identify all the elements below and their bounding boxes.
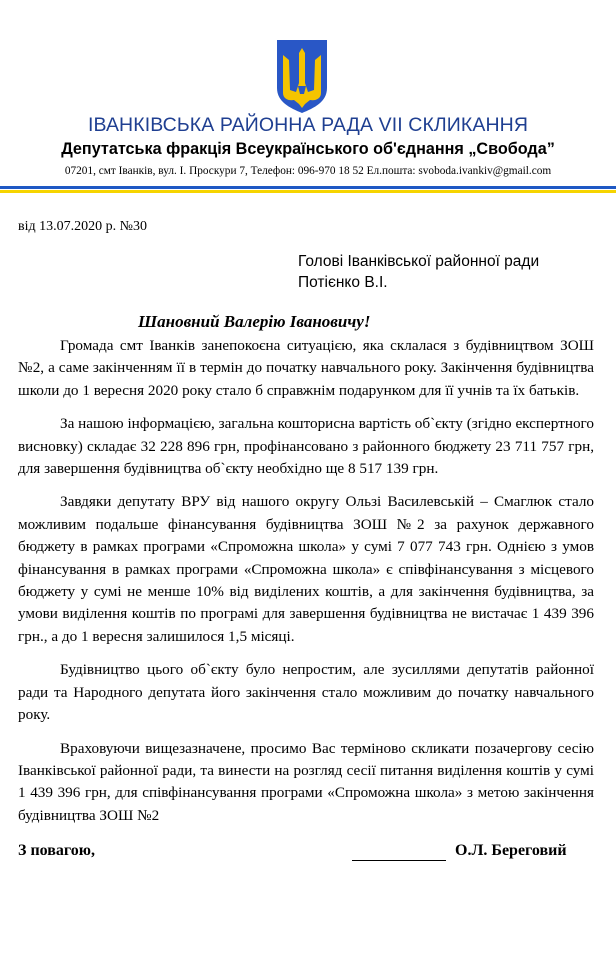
addressee-block (298, 251, 539, 293)
council-title: ІВАНКІВСЬКА РАЙОННА РАДА VII СКЛИКАННЯ (87, 114, 529, 136)
signature-line (352, 842, 446, 861)
body-paragraph: За нашою інформацією, загальна кошторисна вартість об`єкту (згідно експертного висновку) складає 32 228 896 грн, профінансовано з районного бюджету 23 711 757 грн, для завершення будівництва об`єкту необхідно ще 8 517 139 грн. (18, 415, 594, 478)
header-divider-blue (0, 186, 616, 189)
body-paragraph: Будівництво цього об`єкту було непростим, але зусиллями депутатів районної ради та Народного депутата його закінчення стало можливим до початку навчального року. (18, 661, 594, 724)
letter-body (18, 335, 594, 838)
body-paragraph: Завдяки депутату ВРУ від нашого округу Ользі Василевській – Смаглюк стало можливим подальше фінансування будівництва ЗОШ №2 за рахунок державного бюджету в рамках програми «Спроможна школа» у сумі 7 077 743 грн. Однією з умов фінансування в рамках програми «Спроможна школа» є співфінансування з місцевого бюджету у сумі не менше 10% від виділених коштів, а для закінчення будівництва, за умови виділення коштів по програмі для завершення будівництва не вистачає 1 439 396 грн., а до 1 вересня залишилося 1,5 місяці. (18, 493, 594, 645)
faction-title: Депутатська фракція Всеукраїнського об'єднання „Свобода” (61, 140, 555, 158)
addressee-name: Потієнко В.І. (298, 274, 388, 291)
closing-phrase: З повагою, (18, 842, 95, 859)
body-paragraph: Враховуючи вищезазначене, просимо Вас терміново скликати позачергову сесію Іванківської районної ради, та винести на розгляд сесії питання виділення коштів у сумі 1 439 396 грн, для співфінансування програми «Спроможна школа» з метою закінчення будівництва ЗОШ №2 (18, 739, 594, 824)
salutation: Шановний Валерію Івановичу! (138, 312, 371, 331)
header-divider-yellow (0, 190, 616, 193)
document-date-reference: від 13.07.2020 р. №30 (18, 219, 147, 234)
signatory-name: О.Л. Береговий (455, 842, 567, 859)
addressee-position: Голові Іванківської районної ради (298, 253, 540, 270)
contact-address-line: 07201, смт Іванків, вул. І. Проскури 7, Телефон: 096-970 18 52 Ел.пошта: svoboda.ivankiv@gmail.com (64, 165, 552, 177)
trident-emblem-icon (274, 38, 330, 114)
body-paragraph: Громада смт Іванків занепокоєна ситуацією, яка склалася з будівництвом ЗОШ №2, а саме закінченням її в термін до початку навчального року. Закінчення будівництва школи до 1 вересня 2020 року стало б справжнім подарунком для її учнів та їх батьків. (18, 337, 594, 399)
